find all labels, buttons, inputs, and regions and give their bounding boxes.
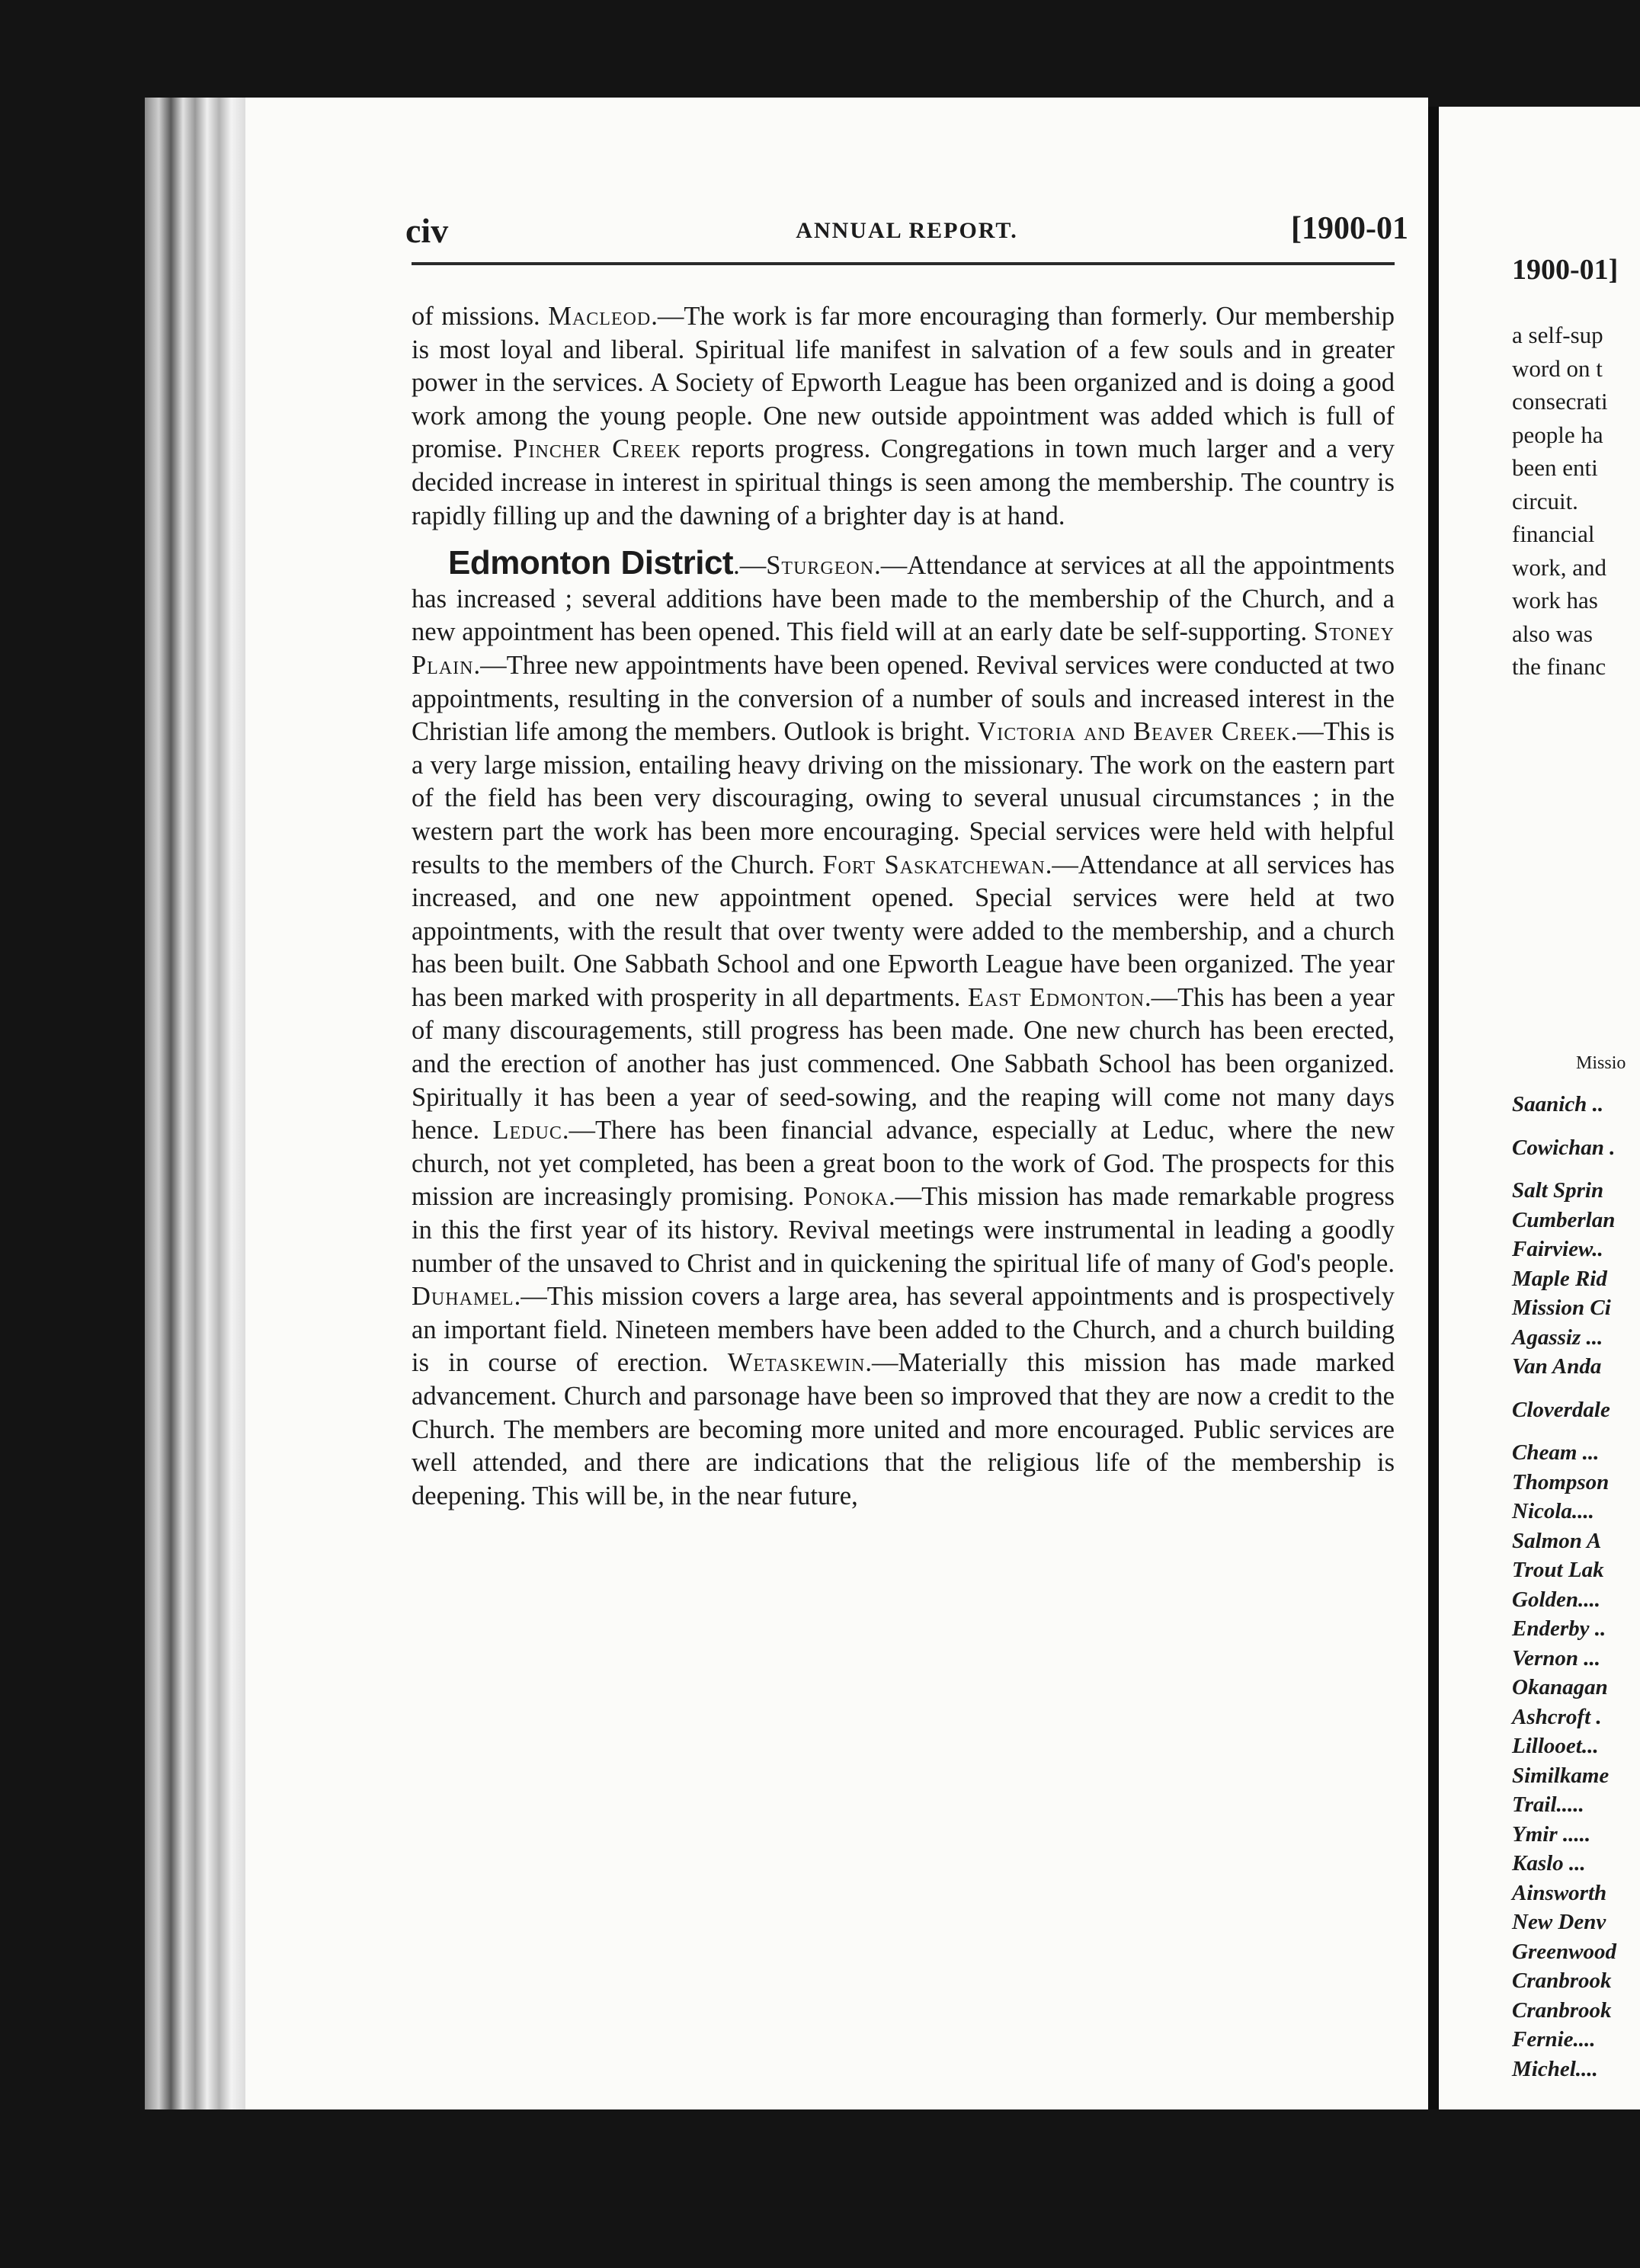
list-item: Michel.... xyxy=(1512,2056,1598,2081)
list-item: Fernie.... xyxy=(1512,2027,1596,2052)
text-run: .—Attendance at services at all the appointments has increased ; several additions have been made to the membership of the Church, and a new appointment has been opened. This field will at an early date be self-supporting. xyxy=(412,551,1395,647)
text-run: .—Three new appointments have been opened. Revival services were conducted at two appointments, resulting in the conversion of a number of souls and increased interest in the Christian life among the members. Outlook is bright. xyxy=(412,650,1395,747)
list-item: Kaslo ... xyxy=(1512,1851,1586,1876)
mission-name-stoney-plain: Stoney Plain xyxy=(412,617,1395,680)
list-item: Van Anda xyxy=(1512,1354,1602,1379)
text-line: a self-sup xyxy=(1512,322,1603,348)
list-item: Okanagan xyxy=(1512,1675,1608,1699)
list-item: Greenwood xyxy=(1512,1939,1616,1964)
text-line: consecrati xyxy=(1512,388,1608,415)
mission-name-sturgeon: Sturgeon xyxy=(766,551,875,581)
list-item: Cheam ... xyxy=(1512,1440,1600,1465)
missions-list xyxy=(1512,1090,1640,2084)
missions-column-head: Missio xyxy=(1576,1053,1626,1073)
text-line: work, and xyxy=(1512,553,1606,581)
text-run: reports progress. Congregations in town much larger and a very decided increase in interest in spiritual things is seen among the membership. The country is rapidly filling up and the dawning of a brighter day is at hand. xyxy=(412,434,1395,530)
page-right-partial xyxy=(1439,107,1640,2109)
running-header xyxy=(405,210,1408,256)
list-item: New Denv xyxy=(1512,1910,1606,1934)
list-item: Similkame xyxy=(1512,1763,1610,1788)
next-page-header: 1900-01] xyxy=(1512,254,1619,286)
mission-name-macleod: Macleod xyxy=(548,302,652,331)
text-run: .—This mission covers a large area, has several appointments and is prospectively an important field. Nineteen members have been added to the Church, and a church building is in course of erection. xyxy=(412,1282,1395,1378)
list-item: Nicola.... xyxy=(1512,1499,1594,1523)
list-item: Cranbrook xyxy=(1512,1968,1612,1993)
district-heading: Edmonton District xyxy=(448,544,734,582)
next-page-text xyxy=(1512,319,1640,684)
list-item: Agassiz ... xyxy=(1512,1325,1603,1350)
text-run: .—There has been financial advance, especially at Leduc, where the new church, not yet completed, has been a great boon to the work of God. The prospects for this mission are increasingly promising. xyxy=(412,1116,1395,1212)
text-line: the financ xyxy=(1512,653,1606,680)
text-run: .—Attendance at all services has increased, and one new appointment opened. Special services were held at two appointments, with the result that over twenty were added to the membership, and a church has been built. One Sabbath School and one Epworth League have been organized. The year has been marked with prosperity in all departments. xyxy=(412,850,1395,1012)
mission-name-fort-saskatchewan: Fort Saskatchewan xyxy=(822,850,1046,879)
list-item: Thompson xyxy=(1512,1469,1610,1494)
list-item: Vernon ... xyxy=(1512,1645,1601,1671)
text-line: financial xyxy=(1512,521,1595,547)
list-item: Cloverdale xyxy=(1512,1397,1610,1422)
text-line: people ha xyxy=(1512,421,1603,448)
list-item: Lillooet... xyxy=(1512,1734,1599,1758)
text-line: also was xyxy=(1512,620,1593,647)
text-line: been enti xyxy=(1512,454,1598,481)
mission-name-pincher-creek: Pincher Creek xyxy=(513,434,681,464)
page-body xyxy=(412,300,1395,1513)
page-number: civ xyxy=(405,211,449,250)
list-item: Maple Rid xyxy=(1512,1266,1607,1291)
list-item: Fairview.. xyxy=(1512,1237,1603,1261)
page-gutter xyxy=(1428,107,1439,2109)
list-item: Enderby .. xyxy=(1512,1616,1606,1641)
text-run: of missions. xyxy=(412,302,549,331)
text-run: .—This has been a year of many discouragements, still progress has been made. One new church has been erected, and the erection of another has just commenced. One Sabbath School has been organized. Spiritually it has been a year of seed-sowing, and the reaping will come not many days hence. xyxy=(412,982,1395,1145)
page-left xyxy=(245,98,1428,2109)
header-rule xyxy=(412,262,1395,265)
text-run: .—This mission has made remarkable progress in this the first year of its history. Revival meetings were instrumental in leading a goodly number of the unsaved to Christ and in quickening the spiritual life of many of God's people. xyxy=(412,1182,1395,1278)
text-run: .— xyxy=(733,551,767,581)
list-item: Saanich .. xyxy=(1512,1092,1604,1116)
mission-name-wetaskewin: Wetaskewin xyxy=(727,1348,866,1378)
text-run: .—The work is far more encouraging than formerly. Our membership is most loyal and liberal. Spiritual life manifest in salvation of a few souls and in greater power in the services. A Society of Epworth League has been organized and is doing a good work among the young people. One new outside appointment was added which is full of promise. xyxy=(412,302,1395,464)
mission-name-victoria-beaver-creek: Victoria and Beaver Creek xyxy=(977,717,1291,747)
mission-name-leduc: Leduc xyxy=(492,1116,562,1145)
list-item: Salmon A xyxy=(1512,1528,1602,1553)
mission-name-duhamel: Duhamel xyxy=(412,1282,514,1312)
mission-name-east-edmonton: East Edmonton xyxy=(967,982,1145,1012)
paragraph-edmonton-district xyxy=(412,546,1395,1513)
list-item: Ymir ..... xyxy=(1512,1821,1591,1847)
list-item: Cowichan . xyxy=(1512,1135,1616,1160)
list-item: Cumberlan xyxy=(1512,1207,1616,1232)
text-line: circuit. xyxy=(1512,487,1578,514)
text-run: .—Materially this mission has made marked advancement. Church and parsonage have been so improved that they are now a credit to the Church. The members are becoming more united and more encouraged. Public services are well attended, and there are indications that the religious life of the membership is deepening. This will be, in the near future, xyxy=(412,1348,1395,1510)
list-item: Trail..... xyxy=(1512,1792,1584,1817)
mission-name-ponoka: Ponoka xyxy=(803,1182,889,1212)
list-item: Trout Lak xyxy=(1512,1558,1604,1582)
list-item: Salt Sprin xyxy=(1512,1178,1604,1203)
list-item: Cranbrook xyxy=(1512,1997,1612,2023)
list-item: Ainsworth xyxy=(1512,1880,1607,1905)
list-item: Mission Ci xyxy=(1512,1296,1611,1320)
running-title: ANNUAL REPORT. xyxy=(796,218,1018,243)
running-years: [1900-01 xyxy=(1291,211,1408,246)
paragraph-macleod-pincher xyxy=(412,300,1395,533)
text-line: word on t xyxy=(1512,354,1603,382)
list-item: Golden.... xyxy=(1512,1587,1600,1612)
text-line: work has xyxy=(1512,587,1598,613)
text-run: .—This is a very large mission, entailing heavy driving on the missionary. The work on the eastern part of the field has been very discouraging, owing to several unusual circumstances ; in the western part the work has been more encouraging. Special services were held with helpful results to the members of the Church. xyxy=(412,717,1395,879)
book-spine-edge xyxy=(145,98,245,2109)
list-item: Ashcroft . xyxy=(1512,1704,1602,1729)
